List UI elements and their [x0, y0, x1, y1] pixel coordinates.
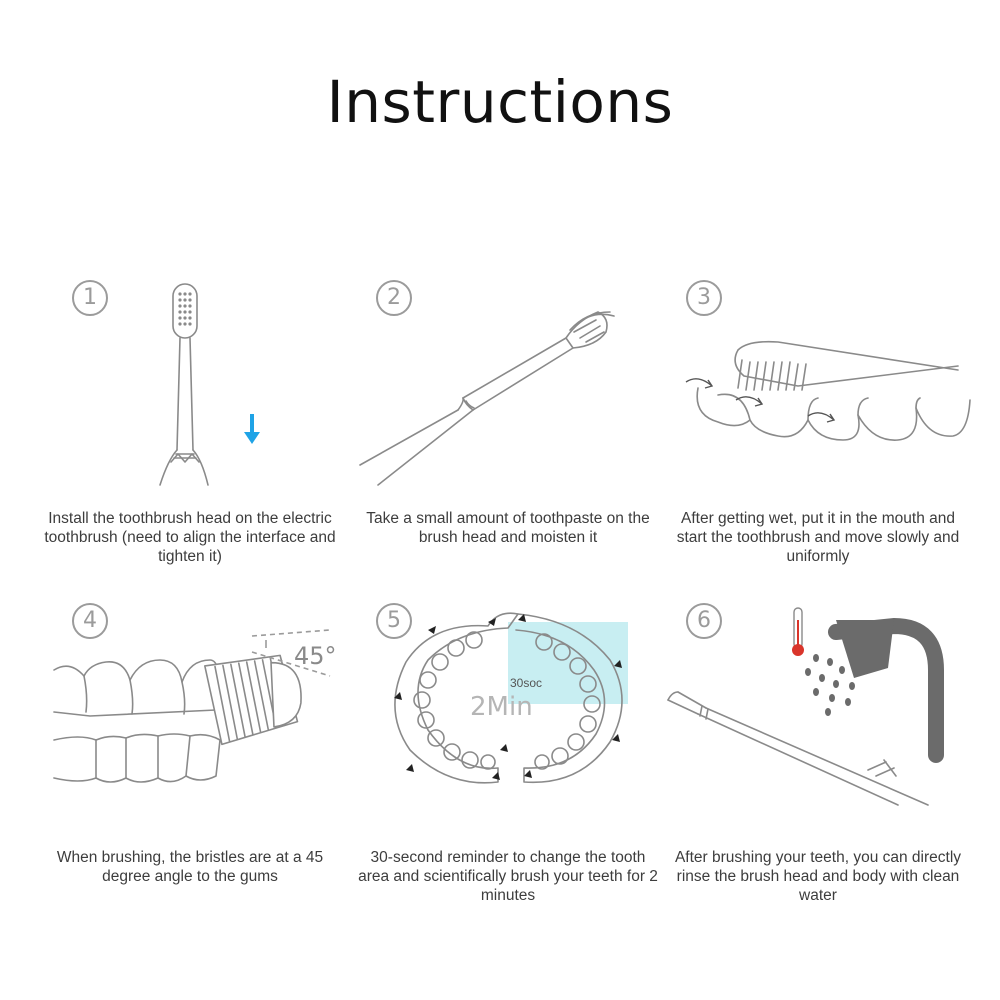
step-6: [658, 600, 978, 920]
angle-label: 45°: [294, 642, 337, 670]
step-1: [40, 270, 360, 590]
arrow-down-icon: [242, 410, 262, 450]
step-caption: After getting wet, put it in the mouth and start the toothbrush and move slowly and uniformly: [676, 510, 960, 565]
step-caption: 30-second reminder to change the tooth area and scientifically brush your teeth for 2 minutes: [358, 849, 658, 904]
step-caption: Take a small amount of toothpaste on the brush head and moisten it: [366, 510, 650, 546]
rinse-shower-icon: [658, 600, 978, 840]
step-caption: When brushing, the bristles are at a 45 degree angle to the gums: [56, 849, 324, 885]
step-number: 1: [72, 280, 108, 316]
step-caption: After brushing your teeth, you can directly rinse the brush head and body with clean water: [674, 849, 962, 904]
timer-label: 2Min: [470, 692, 533, 722]
step-caption: Install the toothbrush head on the electric toothbrush (need to align the interface and tighten it): [44, 510, 336, 565]
step-number: 5: [376, 603, 412, 639]
toothbrush-head-icon: [40, 270, 360, 510]
brushing-motion-icon: [658, 270, 978, 510]
step-number: 3: [686, 280, 722, 316]
zone-label: 30soc: [510, 676, 543, 690]
step-number: 4: [72, 603, 108, 639]
step-2: [348, 270, 668, 590]
step-5: [348, 600, 668, 920]
step-3: [658, 270, 978, 590]
toothbrush-with-paste-icon: [348, 270, 668, 510]
page-title: Instructions: [326, 68, 674, 136]
step-4: [40, 600, 360, 920]
brushing-angle-icon: [40, 600, 360, 840]
step-number: 2: [376, 280, 412, 316]
step-number: 6: [686, 603, 722, 639]
